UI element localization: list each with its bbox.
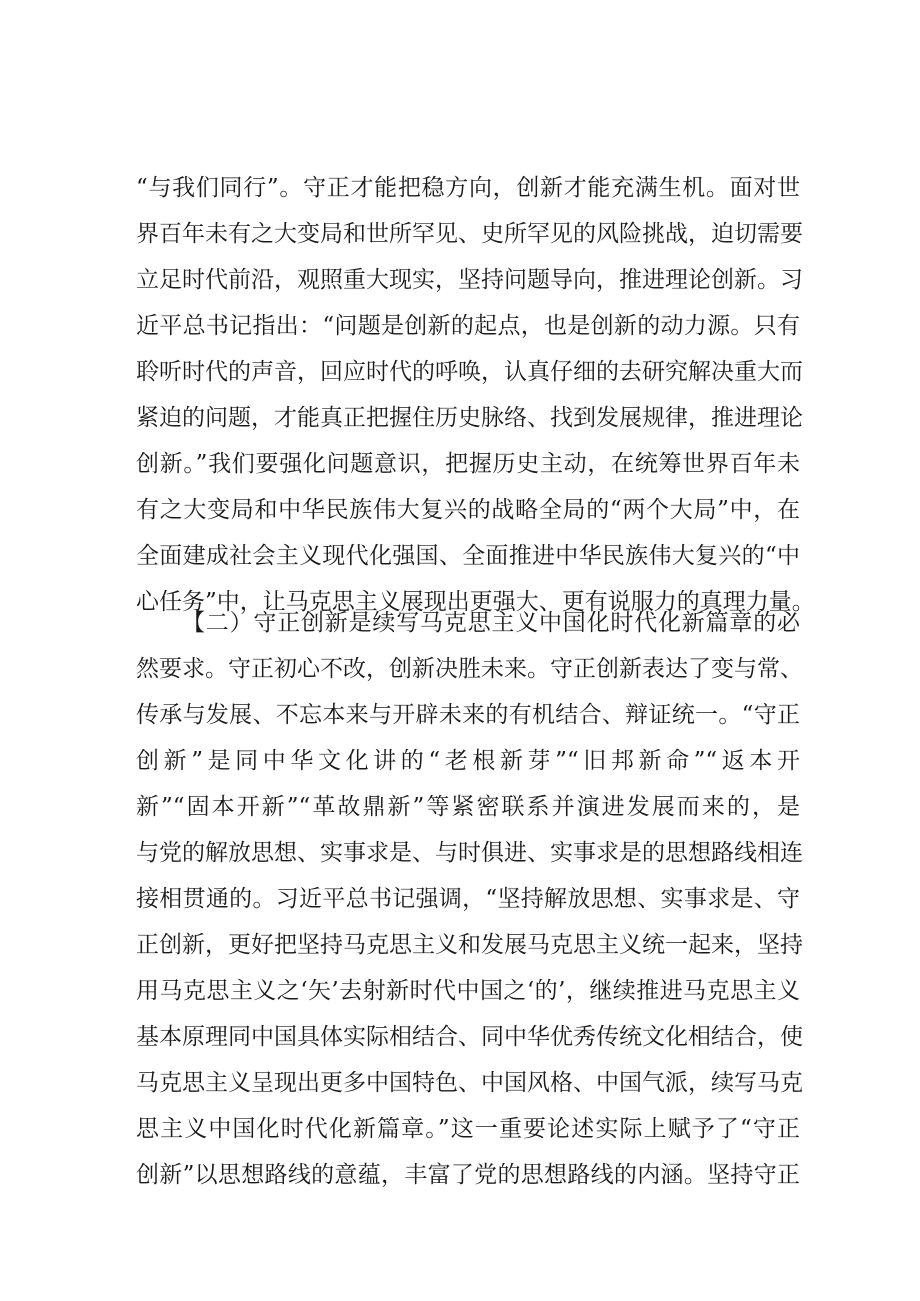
text-line: 正创新，更好把坚持马克思主义和发展马克思主义统一起来，坚持 — [136, 932, 803, 958]
text-line: 思主义中国化时代化新篇章。”这一重要论述实际上赋予了“守正 — [136, 1116, 800, 1142]
text-line: 全面建成社会主义现代化强国、全面推进中华民族伟大复兴的“中 — [136, 543, 800, 569]
text-line: 基本原理同中国具体实际相结合、同中华优秀传统文化相结合，使 — [136, 1024, 803, 1050]
text-line: 聆听时代的声音，回应时代的呼唤，认真仔细的去研究解决重大而 — [136, 359, 803, 385]
text-line: 心任务”中，让马克思主义展现出更强大、更有说服力的真理力量。 — [136, 589, 815, 615]
text-line: 近平总书记指出：“问题是创新的起点，也是创新的动力源。只有 — [136, 313, 800, 339]
text-line: 【二）守正创新是续写马克思主义中国化时代化新篇章的必 — [182, 610, 800, 636]
text-line: 然要求。守正初心不改，创新决胜未来。守正创新表达了变与常、 — [136, 656, 803, 682]
text-line: 传承与发展、不忘本来与开辟未来的有机结合、辩证统一。“守正 — [136, 702, 800, 728]
text-line: 立足时代前沿，观照重大现实，坚持问题导向，推进理论创新。习 — [136, 267, 803, 293]
text-line: 马克思主义呈现出更多中国特色、中国风格、中国气派，续写马克 — [136, 1070, 803, 1096]
text-line: 接相贯通的。习近平总书记强调，“坚持解放思想、实事求是、守 — [136, 886, 800, 912]
text-line: 用马克思主义之‘矢’去射新时代中国之‘的’，继续推进马克思主义 — [136, 978, 800, 1004]
text-line: 有之大变局和中华民族伟大复兴的战略全局的“两个大局”中，在 — [136, 497, 800, 523]
text-line: 创新。”我们要强化问题意识，把握历史主动，在统筹世界百年未 — [136, 451, 800, 477]
text-line: “与我们同行”。守正才能把稳方向，创新才能充满生机。面对世 — [136, 175, 800, 201]
text-line: 创新”以思想路线的意蕴，丰富了党的思想路线的内涵。坚持守正 — [136, 1162, 800, 1188]
text-line: 紧迫的问题，才能真正把握住历史脉络、找到发展规律，推进理论 — [136, 405, 803, 431]
text-line: 新”“固本开新”“革故鼎新”等紧密联系并演进发展而来的，是 — [136, 794, 800, 820]
paragraph-1 — [136, 165, 815, 625]
paragraph-2 — [136, 600, 803, 1198]
text-line: 与党的解放思想、实事求是、与时俱进、实事求是的思想路线相连 — [136, 840, 803, 866]
text-line: 界百年未有之大变局和世所罕见、史所罕见的风险挑战，迫切需要 — [136, 221, 803, 247]
text-line: 创新”是同中华文化讲的“老根新芽”“旧邦新命”“返本开 — [136, 748, 800, 774]
